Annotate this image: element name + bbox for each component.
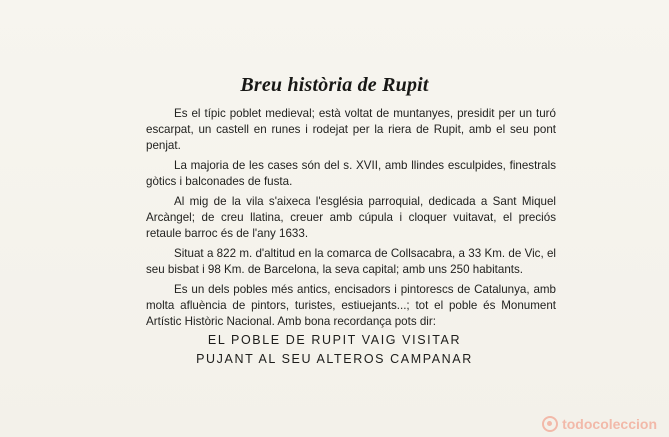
paragraph-1: Es el típic poblet medieval; està voltat de muntanyes, presidit per un turó escarpat, un castell en runes i rodejat per la riera de Rupit, amb el seu pont penjat.	[146, 107, 556, 152]
page-title: Breu història de Rupit	[240, 74, 429, 96]
paragraph-2: La majoria de les cases són del s. XVII, amb llindes esculpides, finestrals gòtics i balconades de fusta.	[146, 159, 556, 188]
history-text	[146, 106, 556, 334]
slogan	[0, 331, 669, 369]
watermark	[542, 416, 657, 432]
slogan-line-2: PUJANT AL SEU ALTEROS CAMPANAR	[196, 352, 473, 366]
paragraph-5: Es un dels pobles més antics, encisadors i pintorescs de Catalunya, amb molta afluència de pintors, turistes, estiuejants...; tot el poble és Monument Artístic Històric Nacional. Amb bona recordança pots dir:	[146, 283, 556, 328]
paragraph-4: Situat a 822 m. d'altitud en la comarca de Collsacabra, a 33 Km. de Vic, el seu bisbat i 98 Km. de Barcelona, la seva capital; amb uns 250 habitants.	[146, 247, 556, 276]
todocoleccion-logo-icon	[542, 416, 558, 432]
slogan-line-1: EL POBLE DE RUPIT VAIG VISITAR	[207, 333, 462, 347]
paragraph-3: Al mig de la vila s'aixeca l'església parroquial, dedicada a Sant Miquel Arcàngel; de creu llatina, creuer amb cúpula i cloquer vuitavat, el preciós retaule barroc és de l'any 1633.	[146, 195, 556, 240]
watermark-text: todocoleccion	[562, 416, 657, 432]
